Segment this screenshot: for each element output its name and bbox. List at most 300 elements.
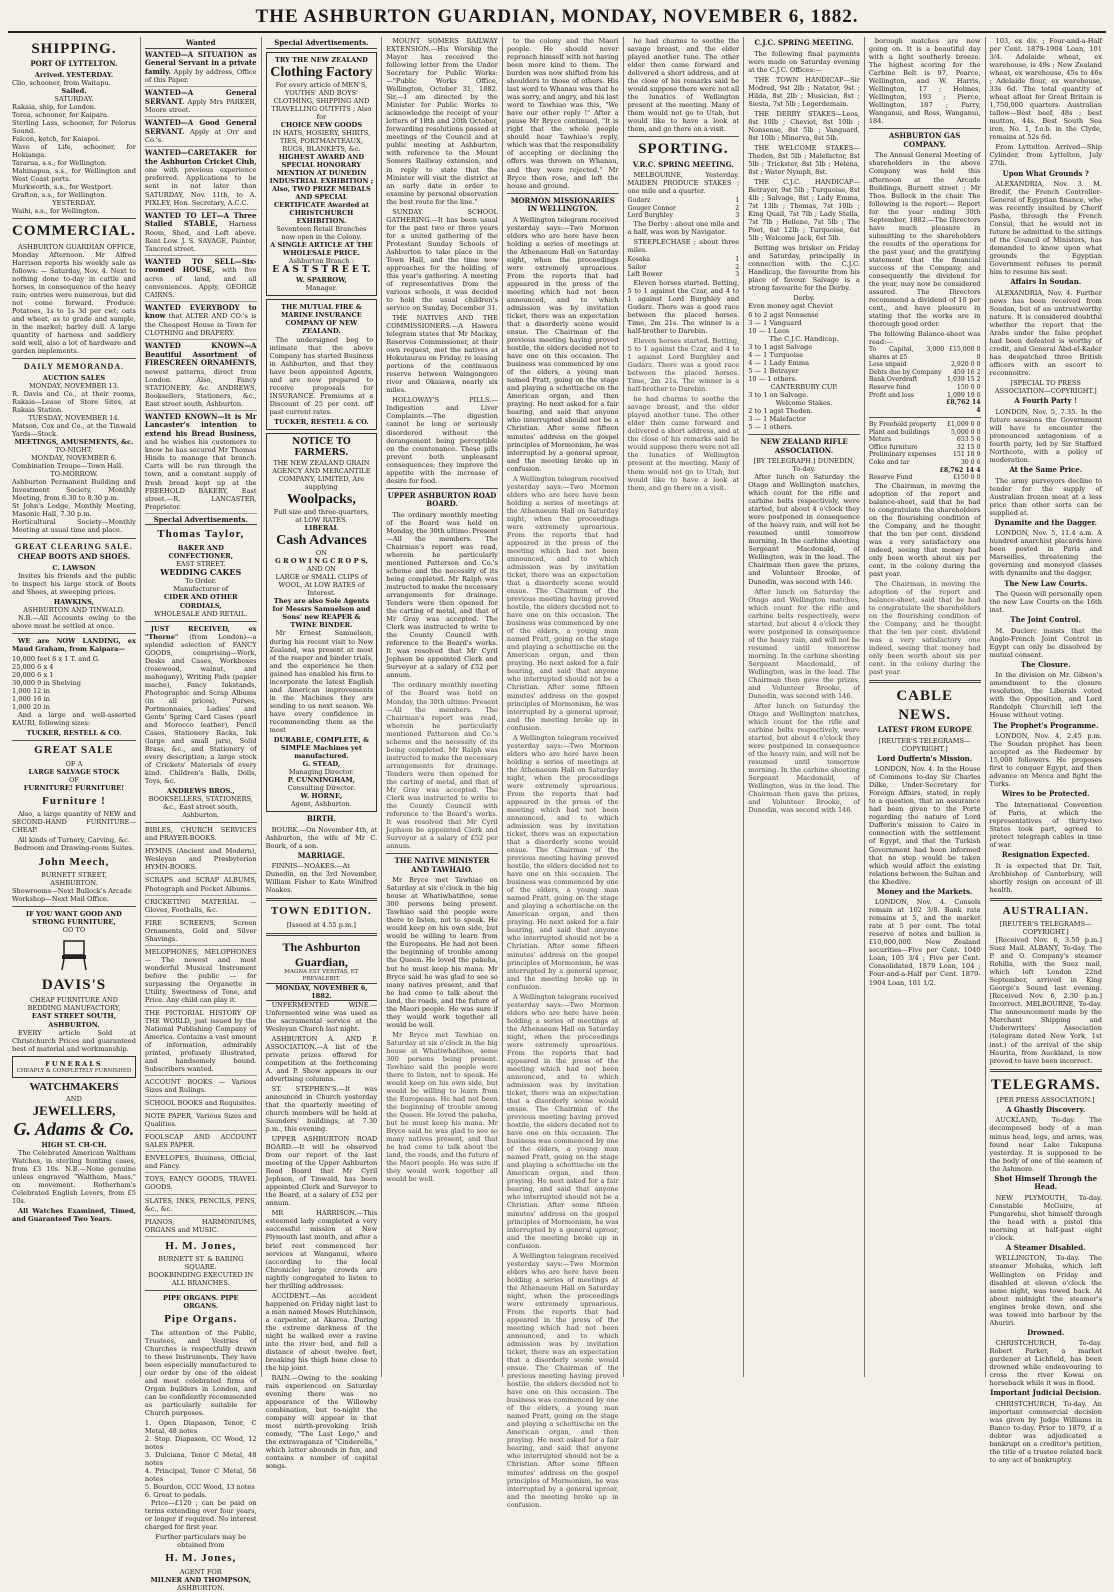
cable-heading: CABLE NEWS. xyxy=(896,688,954,723)
asset-row xyxy=(869,459,981,467)
taylor-drinks: CIDER AND OTHER CORDIALS, xyxy=(164,593,238,610)
balance-value: 459 16 2 xyxy=(952,368,981,376)
salvage-body: Also, a large quantity of NEW and SECOND-HAND FURNITURE—CHEAP. xyxy=(12,810,136,835)
hawkins-name: HAWKINS, xyxy=(53,597,94,606)
salvage-furniture: FURNITURE! FURNITURE! xyxy=(23,783,125,792)
balance-value: 2,920 0 0 xyxy=(950,361,981,369)
watch-line2: AND xyxy=(66,1094,82,1103)
balance-table xyxy=(869,346,981,414)
wanted-ad xyxy=(145,342,257,411)
place: 2 xyxy=(735,204,740,212)
commercial-heading: COMMERCIAL. xyxy=(12,223,136,240)
meech-town: ASHBURTON. xyxy=(50,878,98,887)
horse: Gudarz xyxy=(627,197,651,205)
town-edition-sub: [Issued at 4.55 p.m.] xyxy=(286,920,356,929)
cup-line: 3 to 1 on Salvage. xyxy=(748,390,809,399)
australian-by: [REUTER'S TELEGRAMS—COPYRIGHT.] xyxy=(999,920,1092,937)
control-heading: The Joint Control. xyxy=(1010,615,1082,625)
balance-row xyxy=(869,376,981,384)
hawkins-nb: N.B.—All Accounts owing to the above must be settled at once. xyxy=(12,613,136,630)
sporting-derby: The Derby : about one mile and a half, was won by Navigator. xyxy=(627,219,740,237)
telegrams-by: [PER PRESS ASSOCIATION.] xyxy=(996,1095,1095,1104)
davis-name: DAVIS'S xyxy=(41,977,107,994)
forecast: Derby. xyxy=(793,294,815,303)
result-row xyxy=(628,271,740,279)
asset-label xyxy=(869,467,939,475)
farmers-n2: P. CUNNINGHAM, xyxy=(287,776,355,785)
salvage-furniture2: Furniture ! xyxy=(42,794,106,807)
farmers-growing: G R O W I N G C R O P S, xyxy=(275,557,368,566)
mormon-heading: MORMON MISSIONARIES IN WELLINGTON. xyxy=(510,195,615,214)
news-top: to the colony and the Maori people. He should never reproach himself with not having been more kind to them. The burden was now shifted from his shoulders to those of others. His last word to Whanau was that he was sorry, and angry, and his last word to Tawhiao was this, "We have our other reply !" After a pause Mr Bryce continued, "It is right that the whole people should hear Tawhiao's reply, which was that the responsibility of accepting or declining the offers was thrown on Whanau, and they were rejected." Mr Bryce then rose, and left the house and ground. xyxy=(506,37,619,190)
shipping-line: SATURDAY. xyxy=(54,94,94,103)
forecast: 6 to 2 agst Nonsense xyxy=(748,310,819,319)
memo-line: R. Davis and Co., at their rooms, Rakaia—Lease of Store Sites, at Rakaia Station. xyxy=(12,389,136,414)
gas-body: The Annual General Meeting of shareholders in the above Company was held this afternoon at the Arcade Buildings, Burnett street ; Mr Thos. Bullock in the chair. The following is the report:— Report for the year ending 30th September, 1882.—The Directors have much pleasure in submitting to the shareholders the results of the operations for the past year, and the gratifying statement that the financial success of the Company, and consequently the dividend for the year, may now be considered assured. The Directors recommend a dividend of 10 per cent., and have pleasure in stating that the works are in thorough good order. xyxy=(868,151,981,329)
wanted-ad xyxy=(145,119,257,147)
list-ad: SCHOOL BOOKS and Requisites. xyxy=(145,1099,257,1110)
asset-value: 32 15 0 xyxy=(956,443,981,451)
clothing-mgr-title: Manager. xyxy=(305,284,338,293)
memo-line: AUCTION SALES xyxy=(42,373,106,382)
just-lead: JUST RECEIVED, ex "Thorne" xyxy=(144,624,257,641)
column-4 xyxy=(382,37,503,1377)
davis-addr: EAST STREET SOUTH, ASHBURTON. xyxy=(31,1012,117,1029)
wanted-body: that ALTER AND CO.'s is the Cheapest House in Town for CLOTHING and DRAPERY. xyxy=(144,312,257,337)
wanted-ad xyxy=(145,51,257,88)
ccj-item: THE TOWN HANDICAP—Sir Modred, 9st 2lb ; Natator, 9st ; Hilda, 8st 2lb ; Musician, 8st ; Siesta, 7st 5lb ; Legerdemain. xyxy=(748,75,860,108)
rifle-body: After lunch on Saturday the Otago and Wellington matches, which count for the rifle and carbine belts respectively, were started, but about 4 o'clock they were postponed in consequence of the heavy rain, and will not be resumed until tomorrow morning. In the carbine shooting Sergeant Macdonald, of Wellington, was in the lead. The Chairman then gave the prizes, and Volunteer Brooke, of Dunedin, was second with 146. xyxy=(748,701,860,815)
asset-row xyxy=(869,429,981,437)
ccj-heading: C.J.C. SPRING MEETING. xyxy=(754,38,854,47)
list-ad: SCRAPS and SCRAP ALBUMS, Photograph and Pocket Albums. xyxy=(145,876,257,895)
cup-line: 2 to 1 agst Theden. xyxy=(748,406,813,415)
news-item: UPPER ASHBURTON ROAD BOARD.—It will be observed from our report of the last meeting of the Upper Ashburton Road Board that Mr Cyril Jephson, of Tinwald, has been appointed Clerk and Surveyor to the Board, at a salary of £52 per annum. xyxy=(265,1135,378,1208)
egypt-heading: Upon What Grounds ? xyxy=(1002,168,1089,178)
organs-tail: Further particulars may be obtained from xyxy=(155,1533,247,1550)
london-item: From Lyttelton. Arrived—Ship Cylinder, from Lyttelton, July 27th. xyxy=(989,143,1102,168)
list-ad: NOTE PAPER, Various Sizes and Qualities. xyxy=(145,1112,257,1131)
list-ad: BIBLES, CHURCH SERVICES and PRAYER-BOOKS. xyxy=(145,826,257,845)
birth-heading: BIRTH. xyxy=(306,814,336,824)
jones-name: H. M. Jones, xyxy=(165,1239,237,1252)
salvage-sub1: OF A xyxy=(65,759,83,768)
clothing-street: E A S T S T R E E T. xyxy=(272,265,371,276)
cable-money-body: LONDON, Nov. 4. Consols remain at 102 3/8. Bank rate remains at 5, and the market rate at 5 per cent. The total reserve of notes and bullion is £10,000,000. New Zealand securities—Five per Cent. 1040 Loan, 105 3/4 ; Five per Cent. Consolidated, 1879 Loan, 104 ; Four-and-a-Half per Cent. 1879-1904 Loan, 101 1/2. xyxy=(868,898,981,987)
farmers-liberal: LIBERAL xyxy=(304,524,339,533)
roadboard-body: The ordinary monthly meeting of the Board was held on Monday, the 30th ultimo. Present—All the members. The Chairman's report was read, wherein he particularly mentioned Patterson and Co.'s scheme and the necessity of its being completed. Mr Ralph was instructed to make the necessary arrangements for drainage. Tenders were then opened for the carting of metal, and that of Mr Gray was accepted. The Clerk was instructed to write to the County Council with reference to the Board's works. It was resolved that Mr Cyril Jephson be appointed Clerk and Surveyor at a salary of £52 per annum. xyxy=(386,510,498,680)
telegram-body: CHRISTCHURCH, To-day. An important commercial decision was given by Judge Williams in Banco to-day. Prior to 1879, if a debtor was adjudicated a bankrupt on a creditor's petition, the title of a trustee related back to any act of bankruptcy. xyxy=(989,1399,1102,1465)
cable-sub: LATEST FROM EUROPE xyxy=(877,725,972,735)
organs-price: Price—£120 ; can be paid on terms extending over four years, or longer if required. No interest charged for first year. xyxy=(144,1499,257,1532)
farmers-n3: W. HORNE, xyxy=(300,792,343,801)
taylor-order: To Order. xyxy=(185,577,217,586)
balance-row xyxy=(869,384,981,392)
organs-list xyxy=(145,1419,257,1499)
farmers-cash: Cash Advances xyxy=(276,533,367,549)
mormon-body: A Wellington telegram received yesterday says:—Two Mormon elders who are here have been holding a series of meetings at the Athenaeum Hall on Saturday night, when the proceedings were extremely uproarious. From the reports that had appeared in the press of the meeting which had not been announced, and to which admission was by invitation ticket, there was an expectation that a disorderly scene would ensue. The Chairman of the previous meeting having proved hostile, the elders decided not to have one on this occasion. The business was commenced by one of the elders, a young man named Pratt, going on the stage and playing a schottische on the American organ, and then praying. He next asked for a fair hearing, and said that anyone who interrupted should not be a Christian. After some fifteen minutes' address on the gospel principles of Mormonism, he was interrupted by a general uproar, and the meeting broke up in confusion. xyxy=(506,733,619,991)
wanted-body: one with previous experience preferred. Applications to be sent in not later than SATURDAY, Nov. 11th, to A. PIXLEY, Hon. Secretary, A.C.C. xyxy=(144,166,257,207)
mormon-body: A Wellington telegram received yesterday says:—Two Mormon elders who are here have been holding a series of meetings at the Athenaeum Hall on Saturday night, when the proceedings were extremely uproarious. From the reports that had appeared in the press of the meeting which had not been announced, and to which admission was by invitation ticket, there was an expectation that a disorderly scene would ensue. The Chairman of the previous meeting having proved hostile, the elders decided not to have one on this occasion. The business was commenced by one of the elders, a young man named Pratt, going on the stage and playing a schottische on the American organ, and then praying. He next asked for a fair hearing, and said that anyone who interrupted should not be a Christian. After some fifteen minutes' address on the gospel principles of Mormonism, he was interrupted by a general uproar, and the meeting broke up in confusion. xyxy=(506,992,619,1250)
asset-row xyxy=(869,436,981,444)
farmers-durable: DURABLE, COMPLETE, & SIMPLE Machines yet manufactured. xyxy=(273,735,370,760)
memo-line: Combination Troupe—Town Hall. xyxy=(12,462,124,471)
davis-tail: EVERY article Sold at Christchurch Prices and guaranteed best of material and workmanship. xyxy=(12,1028,136,1053)
kauri-lead: WE are NOW LANDING, ex Maud Graham, from Kaipara— xyxy=(12,637,136,654)
memo-line: Horticultural Society—Monthly Meeting at usual time and place. xyxy=(12,518,136,535)
shipping-line: Mahinapua, s.s., for Wellington and West Coast ports. xyxy=(12,167,136,184)
salvage-sub2: LARGE SALVAGE STOCK xyxy=(28,767,120,776)
shipping-port: PORT OF LYTTELTON. xyxy=(30,59,118,69)
jones-addr: BURNETT ST. & BARING SQUARE. xyxy=(158,1255,244,1272)
wanted-lead: WANTED EVERYBODY to know xyxy=(144,302,257,321)
taylor-addr: EAST STREET. xyxy=(175,559,226,568)
wanted-body: with five acres of land, and all conveniences. Apply, GEORGE CAIRNS. xyxy=(144,266,257,299)
organs-firm: MILNER AND THOMPSON, xyxy=(150,1575,252,1584)
ccj-body: The following final payments were made on Saturday evening at the C.J.C. Offices:— xyxy=(748,49,860,74)
natives-heading: THE NATIVE MINISTER AND TAWHAIO. xyxy=(394,856,490,874)
prophet-body: LONDON, Nov. 4, 2.45 p.m. The Soudan prophet has been accepted as the Redeemer by 15,000 followers. He proposes first to conquer Egypt, and then advance on Mecca and fight the Turks. xyxy=(989,732,1102,789)
horse: Kosaka xyxy=(627,256,651,264)
telegram-heading: A Steamer Disabled. xyxy=(1005,1242,1086,1252)
guardian-date: MONDAY, NOVEMBER 6, 1882. xyxy=(266,983,378,1001)
mormon-body: A Wellington telegram received yesterday says:—Two Mormon elders who are here have been holding a series of meetings at the Athenaeum Hall on Saturday night, when the proceedings were extremely uproarious. From the reports that had appeared in the press of the meeting which had not been announced, and to which admission was by invitation ticket, there was an expectation that a disorderly scene would ensue. The Chairman of the previous meeting having proved hostile, the elders decided not to have one on this occasion. The business was commenced by one of the elders, a young man named Pratt, going on the stage and playing a schottische on the American organ, and then praying. He next asked for a fair hearing, and said that anyone who interrupted should not be a Christian. After some fifteen minutes' address on the gospel principles of Mormonism, he was interrupted by a general uproar, and the meeting broke up in confusion. xyxy=(506,1251,619,1509)
chair-speech: The Chairman, in moving the adoption of the report and balance-sheet, said that he had to congratulate the shareholders on the flourishing condition of the Company, and he thought that the ten per cent. dividend was a very satisfactory one indeed, seeing that money had only been worth about six per cent. in the colony during the past year. xyxy=(868,580,981,677)
taylor-trade: BAKER AND CONFECTIONER, xyxy=(168,543,234,560)
reserve-table xyxy=(869,474,981,482)
wanted-body: newest patterns, direct from London. Also, Fancy STATIONERY, &c. ANDREWS, Booksellers, Stationers, &c., East street south, Ashburton. xyxy=(144,367,257,408)
result-row xyxy=(628,256,740,264)
fourth-heading: A Fourth Party ! xyxy=(1014,396,1078,406)
telegram-heading: Shot Himself Through the Head. xyxy=(994,1173,1098,1192)
just-tail: BOOKSELLERS, STATIONERS, &c., East street south, Ashburton. xyxy=(148,795,253,820)
clothing-mgr: W. SPARROW, xyxy=(296,276,347,285)
taylor-cakes: WEDDING CAKES xyxy=(160,566,242,577)
results xyxy=(748,335,860,383)
place: 2 xyxy=(735,263,740,271)
place: 3 xyxy=(735,212,740,220)
balance-value: 1,099 19 0 xyxy=(947,391,981,399)
shipping-line: Arrived. YESTERDAY. xyxy=(34,70,114,79)
organs-body: The attention of the Public, Trustees, and Vestries of Churches is respectfully drawn to these Instruments. They have been especially manufactured to our order by one of the oldest and most celebrated firms of Organ builders in London, and can be confidently recommended as particularly suitable for Church purposes. xyxy=(144,1328,257,1417)
result-row xyxy=(628,212,740,220)
egypt-body: ALEXANDRIA, Nov. 3. M. Bredif, the French Controller-General of Egyptian finance, who was recently insulted by Cherif Pasha, through the French Consul, that he would not in future be admitted to the sittings of the Council of Ministers, has demanded to know upon what grounds the Egyptian Government refuses to permit him to resume his seat. xyxy=(989,180,1102,277)
same-heading: At the Same Price. xyxy=(1009,465,1083,475)
kauri-line: 30,000 9 in Shelving xyxy=(12,679,81,688)
list-ad: TOYS, FANCY GOODS, TRAVEL GOODS. xyxy=(145,1175,257,1194)
wanted-body: Apply by address, Office of this Paper. xyxy=(144,67,257,85)
ccj-item: THE WELCOME STAKES—Theden, 8st 5lb ; Malefactor, 8st 5lb ; Trickster, 8st 5lb ; Helena, 8st ; Water Nymph, 8st. xyxy=(748,143,860,176)
salvage-extra2: Bedroom and Drawing-room Suites. xyxy=(13,844,134,853)
column-8 xyxy=(865,37,986,1377)
column-9 xyxy=(986,37,1106,1465)
chair-speech: The Chairman, in moving the adoption of the report and balance-sheet, said that he had to congratulate the shareholders on the flourishing condition of the Company, and he thought that the ten per cent. dividend was a very satisfactory one indeed, seeing that money had only been worth about six per cent. in the colony during the past year. xyxy=(868,481,981,579)
list-ad: PIANOS, HARMONIUMS, ORGANS and MUSIC. xyxy=(145,1218,257,1237)
watch-line3: JEWELLERS, xyxy=(32,1102,116,1118)
news-item: ASHBURTON A. AND P. ASSOCIATION.—A list of the private prizes offered for competition at the forthcoming A. and P. Show appears in our advertising columns. xyxy=(265,1034,378,1083)
watch-body: The Celebrated American Waltham Watches, in sterling hunting cases, from £3 10s. N.B.—None genuine unless engraved "Waltham, Mass." on movement. Rotherham's Celebrated English Levers, from £5 10s. xyxy=(12,1148,136,1205)
list-ad: CRICKETING MATERIAL — Gloves, Footballs, &c. xyxy=(145,898,257,917)
shipping-line: Wave of Life, schooner, for Hokianga. xyxy=(12,143,136,160)
cable-by: [REUTER'S TELEGRAMS—COPYRIGHT.] xyxy=(878,736,971,753)
farmers-and: AND ON xyxy=(306,565,336,574)
roadboard-body: The ordinary monthly meeting of the Board was held on Monday, the 30th ultimo. Present—All the members. The Chairman's report was read, wherein he particularly mentioned Patterson and Co.'s scheme and the necessity of its being completed. Mr Ralph was instructed to make the necessary arrangements for drainage. Tenders were then opened for the carting of metal, and that of Mr Gray was accepted. The Clerk was instructed to write to the County Council with reference to the Board's works. It was resolved that Mr Cyril Jephson be appointed Clerk and Surveyor at a salary of £52 per annum. xyxy=(386,681,498,851)
organs-agent: AGENT FOR xyxy=(179,1567,222,1576)
list-ad: ACCOUNT BOOKS — Various Sizes and Rulings. xyxy=(145,1078,257,1097)
place: 1 xyxy=(735,256,740,264)
salvage-heading: GREAT SALE xyxy=(34,744,114,757)
result-row xyxy=(628,264,740,272)
balance-row xyxy=(869,346,981,361)
soudan-heading: Affairs In Soudan. xyxy=(1010,277,1082,287)
funerals-sub: CHEAPLY & COMPLETELY FURNISHED xyxy=(16,1067,132,1074)
chair-icon xyxy=(54,939,94,971)
list-ads xyxy=(145,826,257,1236)
asset-value: 30 0 6 xyxy=(960,459,981,467)
lawcourts-heading: The New Law Courts. xyxy=(1004,578,1088,588)
shipping-line: Torea, schooner, for Kaipara. xyxy=(12,110,110,119)
town-edition: TOWN EDITION. xyxy=(270,905,372,918)
shipping-line: Tararua, s.s., for Wellington. xyxy=(12,159,108,168)
telegram-body: CHRISTCHURCH, To-day. Robert Parker, a market gardener at Lichfield, has been drowned while endeavouring to cross the river Kowai on horseback while it was in flood. xyxy=(989,1339,1102,1388)
natives-body: Mr Bryce met Tawhiao on Saturday at six o'clock in the big house at Whatiwhatihoe, some 300 persons being present. Tawhiao said the people were there to listen, not to speak. He would keep on his own side, but would be willing to learn from the Europeans. He had not been the beginning of trouble among the Queen. He loved the pakeha, but he must keep his mana. Mr Bryce said he was glad to see so many natives present, and that he had come to talk about the land, the roads, and the future of the Maori people. He was sure if they would work together all would be well. xyxy=(386,876,498,1029)
farmers-t2: Consulting Director. xyxy=(287,784,356,793)
balance-value: £15,000 0 0 xyxy=(949,346,981,361)
farmers-body: THE NEW ZEALAND GRAIN AGENCY AND MERCANTILE COMPANY, LIMITED, Are supplying xyxy=(272,458,371,491)
balance-value: 1,039 15 2 xyxy=(947,376,981,384)
farmers-agents: They are also Sole Agents for Messrs Samuelson and Sons' new REAPER & TWINE BINDER. xyxy=(272,597,371,630)
prophet-heading: The Prophet's Programme. xyxy=(993,720,1099,730)
wanted-lead: WANTED—A General SERVANT. xyxy=(144,88,257,106)
news-top: he had charms to soothe the savage breast, and the elder played another tune. The other elder then came forward and delivered a short address, and at the close of his remarks said he would suppose there were not all the lunatics of Wellington present at the meeting. Many of them would not go to Utah, but would like to have a look at them, and go there on a visit. xyxy=(627,37,740,134)
place: 3 xyxy=(735,271,740,279)
kauri-line: 1,000 12 in xyxy=(12,687,50,696)
result: 10 — 1 others. xyxy=(748,374,798,383)
sporting-body2: Eleven horses started. Betting, 5 to 1 against the Czar, and 4 to 1 against Lord Burghley and Gudarz. There was a good race between the placed horses. Time, 2m 21s. The winner is a half-brother to Darebin. xyxy=(627,278,740,335)
clothing-branches: Seventeen Retail Branches now open in the Colony. xyxy=(276,225,367,242)
closure-heading: The Closure. xyxy=(1020,659,1071,669)
result: 5 — 1 Betrayer xyxy=(748,366,799,375)
mutual-ad xyxy=(266,299,378,429)
memo-line: St John's Lodge, Monthly Meeting, Masonic Hall, 7.30 p.m. xyxy=(12,502,136,519)
wanted-lead: WANTED—A Good General SERVANT. xyxy=(144,118,257,136)
just-received xyxy=(145,625,257,786)
balance-label: Profit and loss xyxy=(868,391,914,399)
farmers-t1: Managing Director. xyxy=(288,768,354,777)
davis-go: GO TO xyxy=(62,926,86,935)
reserve-value: £150 0 0 xyxy=(952,474,981,482)
list-ad: FOOLSCAP AND ACCOUNT SALES PAPER. xyxy=(145,1133,257,1152)
place: 1 xyxy=(735,197,740,205)
wanted-ad xyxy=(145,212,257,256)
jones-sub: BOOKBINDING EXECUTED IN ALL BRANCHES. xyxy=(148,1271,254,1288)
shipping-line: Murkworth, s.s., for Westport. xyxy=(12,183,114,192)
sporting-sub: V.R.C. SPRING MEETING. xyxy=(632,159,734,169)
memo-line: TO-MORROW. xyxy=(50,470,98,479)
asset-value: £8,762 14 4 xyxy=(939,466,981,474)
watch-firm: G. Adams & Co. xyxy=(13,1118,135,1139)
birth-body: BOURK.—On November 4th, at Ashburton, the wife of Mr C. Bourk, of a son. xyxy=(265,825,378,850)
column-7 xyxy=(744,37,865,1377)
clearing-name: C. LAWSON xyxy=(52,563,96,572)
kauri-line: 10,000 feet 6 x 1 T. and G. xyxy=(12,655,100,664)
wanted-lead: WANTED TO LET—A Three Stalled STABLE, xyxy=(144,210,257,229)
column-1 xyxy=(8,37,141,1377)
memo-line: MEETINGS, AMUSEMENTS, &c. xyxy=(14,438,134,447)
kauri-line: 25,000 6 x 4 xyxy=(12,663,54,672)
kauri-firm: TUCKER, RESTELL & CO. xyxy=(26,729,122,738)
cup-line: 5 — 1 others. xyxy=(748,422,793,431)
organ-stop: 4. Principal, Tenor C Metal, 56 notes xyxy=(144,1467,257,1484)
same-body: The army purveyors decline to tender for the supply of Australian frozen meat at a less price than other sorts can be supplied at. xyxy=(989,476,1102,517)
wanted-ad xyxy=(145,258,257,302)
balance-head: The following Balance-sheet was read:— xyxy=(868,330,981,347)
asset-label: Plant and buildings xyxy=(868,428,930,436)
farmers-body3: Mr Ernest Samuelson, during his recent visit to New Zealand, was present at most of the reaper and binder trials, and the experience he then gained has enabled his firm to incorporate the latest English and American improvements in the Machines they are sending to us next season. We have every confidence in recommending them as the most xyxy=(269,629,374,734)
news-item: RAIN.—Owing to the soaking rain experienced on Saturday evening there was no appearance of the Willowby combination, but to-night the company will appear in that most mirth-provoking Irish comedy, "The Last Lego," and the extravaganza of "Cinderella," which latter abounds in fun, and contains a number of capital songs. xyxy=(265,1374,378,1471)
asset-value: 5,000 0 0 xyxy=(950,428,981,436)
telegrams-heading: TELEGRAMS. xyxy=(990,1076,1101,1093)
wanted-lead: WANTED KNOWN—It is Mr Lancaster's intention to extend his Bread Business, xyxy=(144,411,257,438)
result: 4 — 1 Lady Emma xyxy=(748,358,810,367)
assets-table xyxy=(869,421,981,474)
news-item: MOUNT SOMERS RAILWAY EXTENSION.—His Worship the Mayor has received the following letter from the Under Secretary for Public Works:—"Public Works Office, Wellington, October 31, 1882. Sir,—I am directed by the Minister for Public Works to acknowledge the receipt of your letters of 18th and 20th October, forwarding resolutions passed at meetings of the Council and at public meeting at Ashburton, with reference to the Mount Somers Railway extension, and in reply to state that the Minister will visit the district at an early date in order to examine by personal observation the best route for the line." xyxy=(386,37,498,206)
reserve-row xyxy=(869,474,981,482)
fourth-body: LONDON, Nov. 5, 7.35. In the future sessions the Government will have to encounter the pronounced antagonism of a fourth party, led by Sir Stafford Northcote, with a policy of moderation. xyxy=(989,407,1102,465)
farmers-on: ON xyxy=(315,549,327,558)
natives-body: Mr Bryce met Tawhiao on Saturday at six o'clock in the big house at Whatiwhatihoe, some 300 persons being present. Tawhiao said the people were there to listen, not to speak. He would keep on his own side, but would be willing to learn from the Europeans. He had not been the beginning of trouble among the Queen. He loved the pakeha, but he must keep his mana. Mr Bryce said he was glad to see so many natives present, and that he had come to talk about the land, the roads, and the future of the Maori people. He was sure if they would work together all would be well. xyxy=(386,1030,498,1184)
memo-line: TUESDAY, NOVEMBER 14. xyxy=(28,414,120,423)
farmers-lead: NOTICE TO FARMERS. xyxy=(292,436,351,458)
wanted-lead: WANTED—A SITUATION as General Servant in a private family. xyxy=(144,49,257,76)
telegram-heading: Important Judicial Decision. xyxy=(990,1388,1102,1398)
australian-body: [Received Nov. 6, 3.50 p.m.] Suez Mail. ALBANY, To-day. The P. and O. Company's steamer Rohilla, with the Suez mail, which left London 22nd September, arrived in King George's Sound last evening. [Received Nov. 6, 2.30 p.m.] Incorrect. MELBOURNE, To-day. The announcement made by the Merchant Shipping and Underwriters' Association (telegram dated New York, 1st inst.) of the arrival of the ship Haurita, from Auckland, is now proved to have been incorrect. xyxy=(989,936,1102,1065)
wanted-heading: Wanted xyxy=(145,39,257,49)
news-top: he had charms to soothe the savage breast, and the elder played another tune. The other elder then came forward and delivered a short address, and at the close of his remarks said he would suppose there were not all the lunatics of Wellington present at the meeting. Many of them would not go to Utah, but would like to have a look at them, and go there on a visit. xyxy=(627,395,740,492)
davis-lead: IF YOU WANT GOOD AND STRONG FURNITURE, xyxy=(26,910,122,927)
news-item: MR HARRISON.—This esteemed lady completed a very successful mission at New Plymouth last month, and after a brief rest commenced her services at Wanganui, where (according to the local Chronicle) large crowds are nightly congregated to listen to her thrilling addresses. xyxy=(265,1209,378,1290)
clothing-choice: CHOICE NEW GOODS xyxy=(280,120,363,129)
result-row xyxy=(628,197,740,205)
reserve-label: Reserve Fund xyxy=(868,474,913,482)
columns xyxy=(8,37,1106,1592)
wanted-ad xyxy=(145,304,257,340)
shipping-line: Sterling Lass, schooner, for Pelorus Sound. xyxy=(12,119,136,136)
dynamite-heading: Dynamite and the Dagger. xyxy=(994,517,1097,527)
markets-cont: 103, ex div. ; Four-and-a-Half per Cent. 1879-1904 Loan, 101 3/4. Adelaide wheat, ex warehouse, is 49s ; New Zealand wheat, ex warehouse, 45s to 46s ; Adelaide flour, ex warehouse, 33s 6d. The total quantity of wheat afloat for Great Britain is 1,750,000 quarters. Australian tallow—Best beef, 48s ; best mutton, 44s. Best South Sea iron, No. 1, f.o.b. in the Clyde, remains at 52s 6d. xyxy=(989,37,1102,142)
news-item: SUNDAY SCHOOL GATHERING.—It has been usual for the past two or three years for a united gathering of the Protestant Sunday Schools of Ashburton to take place in the Town Hall, and the time now approaches for the holding of this year's gathering. A meeting of representatives from the various schools, it was decided to hold the usual children's service on Sunday, December 31. xyxy=(386,207,498,313)
memo-line: MONDAY, NOVEMBER 13. xyxy=(28,381,119,390)
masthead xyxy=(8,6,1106,33)
kauri-list xyxy=(12,655,136,711)
organs-name: H. M. Jones, xyxy=(165,1552,237,1565)
forecast: Even money agst Cheviot xyxy=(748,302,834,311)
special-heading: Special Advertisements. xyxy=(145,516,257,526)
balance-label xyxy=(869,399,944,414)
masthead-title: THE ASHBURTON GUARDIAN, MONDAY, NOVEMBER 6, 1882. xyxy=(255,6,859,27)
asset-value: £1,009 0 0 xyxy=(947,421,981,429)
asset-value: 151 18 9 xyxy=(952,451,981,459)
list-ad: FIRE SCREENS, Screen Ornaments, Gold and Silver Shavings. xyxy=(145,919,257,946)
rifle-body: After lunch on Saturday the Otago and Wellington matches, which count for the rifle and carbine belts respectively, were started, but about 4 o'clock they were postponed in consequence of the heavy rain, and will not be resumed until tomorrow morning. In the carbine shooting Sergeant Macdonald, of Wellington, was in the lead. The Chairman then gave the prizes, and Volunteer Brooke, of Dunedin, was second with 146. xyxy=(748,473,860,586)
meech-shop: Workshop—Next Mail Office. xyxy=(12,895,109,903)
asset-value: 653 5 6 xyxy=(956,436,981,444)
just-firm: ANDREWS BROS., xyxy=(166,787,235,796)
shipping-line: YESTERDAY. xyxy=(52,199,96,208)
farmers-wool: Woolpacks, xyxy=(286,491,356,507)
horse: Left Bower xyxy=(627,271,663,279)
wanted-lead: WANTED—CARETAKER for the Ashburton Cricket Club, xyxy=(144,148,257,166)
wanted-ad xyxy=(145,413,257,514)
organs-lead: PIPE ORGANS. PIPE ORGANS. xyxy=(163,1294,239,1311)
shipping-line: Sailed. xyxy=(61,86,87,95)
telegram-body: WELLINGTON, To-day. The steamer Mohaka, which left Wellington on Friday and disabled at eleven o'clock the same night, was towed back. At about midnight the steamer's engines broke down, and she was towed into harbour by the Ahuriri. xyxy=(989,1254,1102,1327)
wanted-lead: WANTED KNOWN—A Beautiful Assortment of FIRESCREEN ORNAMENTS, xyxy=(144,341,257,368)
organ-stop: 5. Bourdon, CCC Wood, 13 notes xyxy=(144,1483,255,1492)
results-table xyxy=(628,256,740,279)
telegram-heading: Drowned. xyxy=(1027,1327,1065,1337)
davis-body: CHEAP FURNITURE AND BEDDING MANUFACTORY, xyxy=(27,996,121,1013)
wires-heading: Wires to be Protected. xyxy=(1001,789,1090,799)
cable-dufferin: Lord Dufferin's Mission. xyxy=(877,753,973,763)
meeting-cont: borough matches are now going on. It is a beautiful day with a light southerly breeze. The highest scoring for the Carbine Belt is 97, Pearce, Wellington, and W. Harris, Wellington, 17 ; Holmes, Wellington, 193 ; Pierce, Wellington, 187 ; Parry, Wanganui, and Ross, Wanganui, 184. xyxy=(868,37,981,126)
balance-label: To Capital, 3,000 shares at £5 xyxy=(868,346,945,361)
balance-value: 150 0 0 xyxy=(956,383,981,391)
salvage-extra: All kinds of Turnery, Carving, &c. xyxy=(17,836,130,845)
clothing-single: A SINGLE ARTICLE AT THE WHOLESALE PRICE. xyxy=(270,241,373,258)
gas-heading: ASHBURTON GAS COMPANY. xyxy=(888,131,961,149)
rifle-body: After lunch on Saturday the Otago and Wellington matches, which count for the rifle and carbine belts respectively, were started, but about 4 o'clock they were postponed in consequence of the heavy rain, and will not be resumed until tomorrow morning. In the carbine shooting Sergeant Macdonald, of Wellington, was in the lead. The Chairman then gave the prizes, and Volunteer Brooke, of Dunedin, was second with 146. xyxy=(748,587,860,700)
canterbury xyxy=(748,383,860,431)
balance-label: Debts due by Company xyxy=(868,368,942,376)
clothing-title: Clothing Factory xyxy=(270,64,373,80)
taylor-trade2: WHOLESALE AND RETAIL. xyxy=(154,609,248,618)
mutual-firm: TUCKER, RESTELL & CO. xyxy=(274,417,369,426)
forecast: 10 — 1 Leos xyxy=(748,326,790,335)
balance-row xyxy=(869,392,981,400)
memo-line: MONDAY, NOVEMBER 6. xyxy=(31,454,117,463)
clothing-lead: TRY THE NEW ZEALAND xyxy=(274,55,368,64)
cable-body: LONDON, Nov. 4. In the House of Commons to-day Sir Charles Dilke, Under-Secretary for Foreign Affairs, stated, in reply to a question, that an assurance had been given to the Porte regarding the nature of Lord Dufferin's mission to Cairo in connection with the settlement of Egypt, and that the Turkish Government had been informed that no step would be taken which would affect the existing relations between the Sultan and the Khedive. xyxy=(868,765,981,886)
organs-town: ASHBURTON. xyxy=(176,1583,225,1592)
horse: Sailor xyxy=(627,263,647,271)
memo-line: Ashburton Permanent Building and Investment Society, Monthly Meeting, from 6.30 to 8.30 p.m. xyxy=(12,478,136,503)
wanted-body: Harness Room, Shed, and Loft above. Rent Low. J. S. SAVAGE, Painter, Tancred street. xyxy=(144,220,257,253)
resignation-body: It is expected that Dr. Tait, Archbishop of Canterbury, will shortly resign on account of ill health. xyxy=(989,861,1102,894)
mormon-body: A Wellington telegram received yesterday says:—Two Mormon elders who are here have been holding a series of meetings at the Athenaeum Hall on Saturday night, when the proceedings were extremely uproarious. From the reports that had appeared in the press of the meeting which had not been announced, and to which admission was by invitation ticket, there was an expectation that a disorderly scene would ensue. The Chairman of the previous meeting having proved hostile, the elders decided not to have one on this occasion. The business was commenced by one of the elders, a young man named Pratt, going on the stage and playing a schottische on the American organ, and then praying. He next asked for a fair hearing, and said that anyone who interrupted should not be a Christian. After some fifteen minutes' address on the gospel principles of Mormonism, he was interrupted by a general uproar, and the meeting broke up in confusion. xyxy=(506,215,619,473)
mutual-lead: THE MUTUAL FIRE & MARINE INSURANCE COMPANY OF NEW ZEALAND. xyxy=(280,303,362,336)
balance-label: Bank Overdraft xyxy=(868,376,918,384)
column-6 xyxy=(624,37,745,1377)
cable-money: Money and the Markets. xyxy=(876,886,973,896)
ccj-item: THE C.J.C. HANDICAP—Betrayer, 9st 5lb ; Turquoise, 8st 4lb ; Salvage, 8st ; Lady Emma, 7st 13lb ; Thomas, 7st 10lb ; King Quail, 7st 7lb ; Lady Stella, 7st 7lb ; Hellene, 7st 5lb ; The Poet, 6st 12lb ; Turquoise, 6st 5lb ; Welcome Jack, 6st 5lb. xyxy=(748,178,860,243)
balance-row xyxy=(869,361,981,369)
funerals-ad xyxy=(12,1056,136,1079)
memoranda-heading: DAILY MEMORANDA. xyxy=(23,362,125,372)
watch-addr: HIGH ST. CH-CH. xyxy=(41,1140,107,1149)
telegram-body: AUCKLAND, To-day. The decomposed body of a man minus head, legs, and arms, was found near Lake Takapuna yesterday. It is supposed to be the body of one of the seamen of the Ashmore. xyxy=(989,1116,1102,1173)
news-item: THE NATIVES AND THE COMMISSIONERS.—A Hawera telegram states that Mr Mackay, Reserves Commissioner, at their own request, met the natives at Hokutaurau on Friday, re leasing portions of the continuous reserve between Waingongoro river and Okaiawa, nearly six miles. xyxy=(386,314,498,395)
salvage-sub3: OF xyxy=(68,775,79,784)
asset-label: Coke and tar xyxy=(868,459,910,467)
forecast: 3 — 1 Vanguard xyxy=(748,318,802,327)
clothing-ad xyxy=(266,52,378,297)
hawkins-place: ASHBURTON AND TINWALD. xyxy=(23,605,125,614)
watch-line1: WATCHMAKERS xyxy=(29,1081,119,1094)
marriage-heading: MARRIAGE. xyxy=(297,850,346,860)
asset-label: Meters xyxy=(868,436,892,444)
telegram-heading: A Ghastly Discovery. xyxy=(1006,1104,1086,1114)
